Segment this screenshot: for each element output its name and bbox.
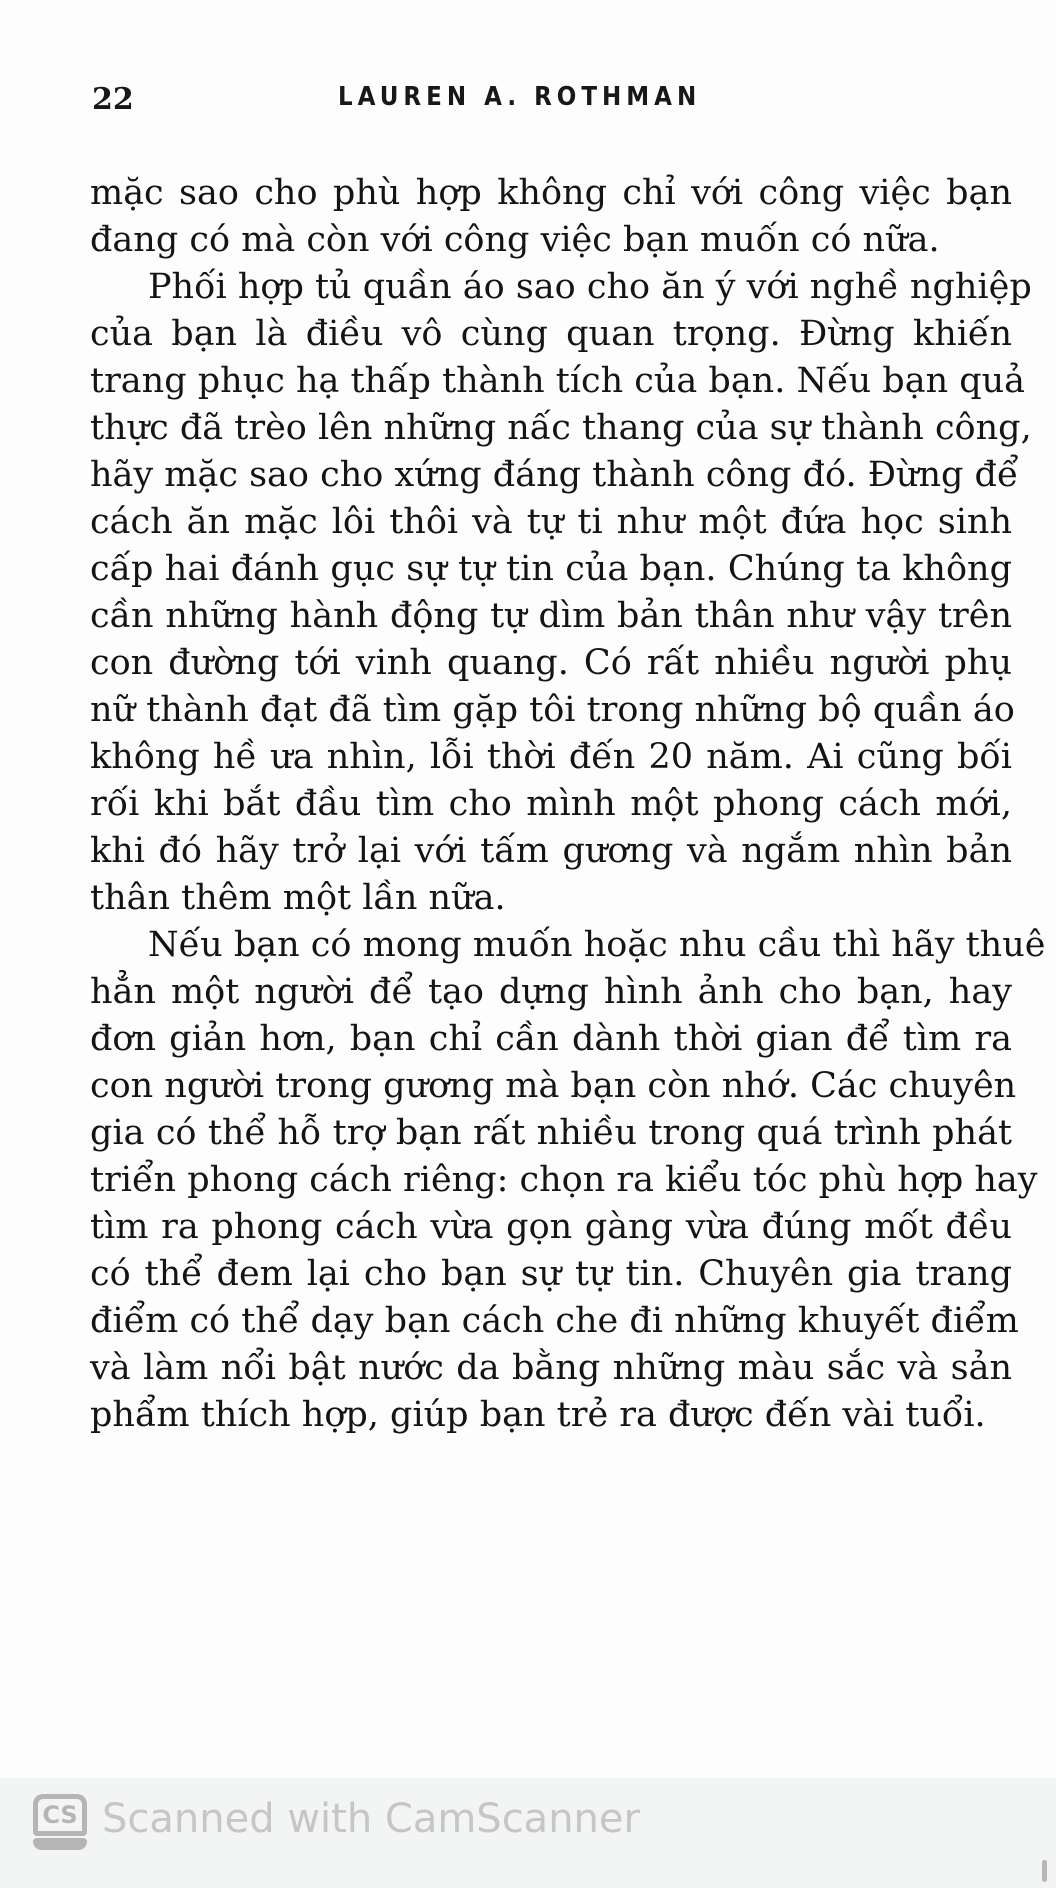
camscanner-logo-icon <box>33 1794 87 1850</box>
text-line: con đường tới vinh quang. Có rất nhiều người phụ <box>90 643 1012 683</box>
page-body-text <box>90 170 1046 1439</box>
text-line: không hề ưa nhìn, lỗi thời đến 20 năm. Ai cũng bối <box>90 737 1012 777</box>
text-line: trang phục hạ thấp thành tích của bạn. Nếu bạn quả <box>90 361 1026 401</box>
text-line: cấp hai đánh gục sự tự tin của bạn. Chúng ta không <box>90 549 1012 589</box>
text-line: đang có mà còn với công việc bạn muốn có nữa. <box>90 220 940 260</box>
page-number: 22 <box>92 82 134 117</box>
text-line: triển phong cách riêng: chọn ra kiểu tóc phù hợp hay <box>90 1160 1038 1200</box>
text-line: mặc sao cho phù hợp không chỉ với công việc bạn <box>90 173 1012 213</box>
text-line: thân thêm một lần nữa. <box>90 878 506 918</box>
text-line: con người trong gương mà bạn còn nhớ. Các chuyên <box>90 1066 1017 1106</box>
text-line: và làm nổi bật nước da bằng những màu sắc và sản <box>90 1348 1012 1388</box>
text-line: cần những hành động tự dìm bản thân như vậy trên <box>90 596 1012 636</box>
text-line: thực đã trèo lên những nấc thang của sự thành công, <box>90 408 1032 448</box>
text-line: đơn giản hơn, bạn chỉ cần dành thời gian để tìm ra <box>90 1019 1012 1059</box>
text-line: cách ăn mặc lôi thôi và tự ti như một đứa học sinh <box>90 502 1012 542</box>
text-line: hẳn một người để tạo dựng hình ảnh cho bạn, hay <box>90 972 1012 1012</box>
camscanner-logo-letters: CS <box>42 1801 78 1829</box>
text-line: Nếu bạn có mong muốn hoặc nhu cầu thì hãy thuê <box>148 925 1046 965</box>
text-line: hãy mặc sao cho xứng đáng thành công đó. Đừng để <box>90 455 1019 495</box>
text-line: khi đó hãy trở lại với tấm gương và ngắm nhìn bản <box>90 831 1012 871</box>
text-line: Phối hợp tủ quần áo sao cho ăn ý với nghề nghiệp <box>148 267 1032 307</box>
running-head: LAUREN A. ROTHMAN <box>338 82 702 112</box>
text-line: tìm ra phong cách vừa gọn gàng vừa đúng mốt đều <box>90 1207 1012 1247</box>
text-line: phẩm thích hợp, giúp bạn trẻ ra được đến vài tuổi. <box>90 1395 986 1435</box>
watermark-text: Scanned with CamScanner <box>102 1796 640 1842</box>
text-line: điểm có thể dạy bạn cách che đi những khuyết điểm <box>90 1301 1019 1341</box>
camscanner-logo-bar <box>33 1838 87 1850</box>
camscanner-logo-frame <box>33 1794 87 1836</box>
text-line: gia có thể hỗ trợ bạn rất nhiều trong quá trình phát <box>90 1113 1012 1153</box>
text-line: rối khi bắt đầu tìm cho mình một phong cách mới, <box>90 784 1012 824</box>
text-line: của bạn là điều vô cùng quan trọng. Đừng khiến <box>90 314 1012 354</box>
scan-artifact-mark <box>1042 1860 1047 1882</box>
text-line: nữ thành đạt đã tìm gặp tôi trong những bộ quần áo <box>90 690 1015 730</box>
text-line: có thể đem lại cho bạn sự tự tin. Chuyên gia trang <box>90 1254 1012 1294</box>
